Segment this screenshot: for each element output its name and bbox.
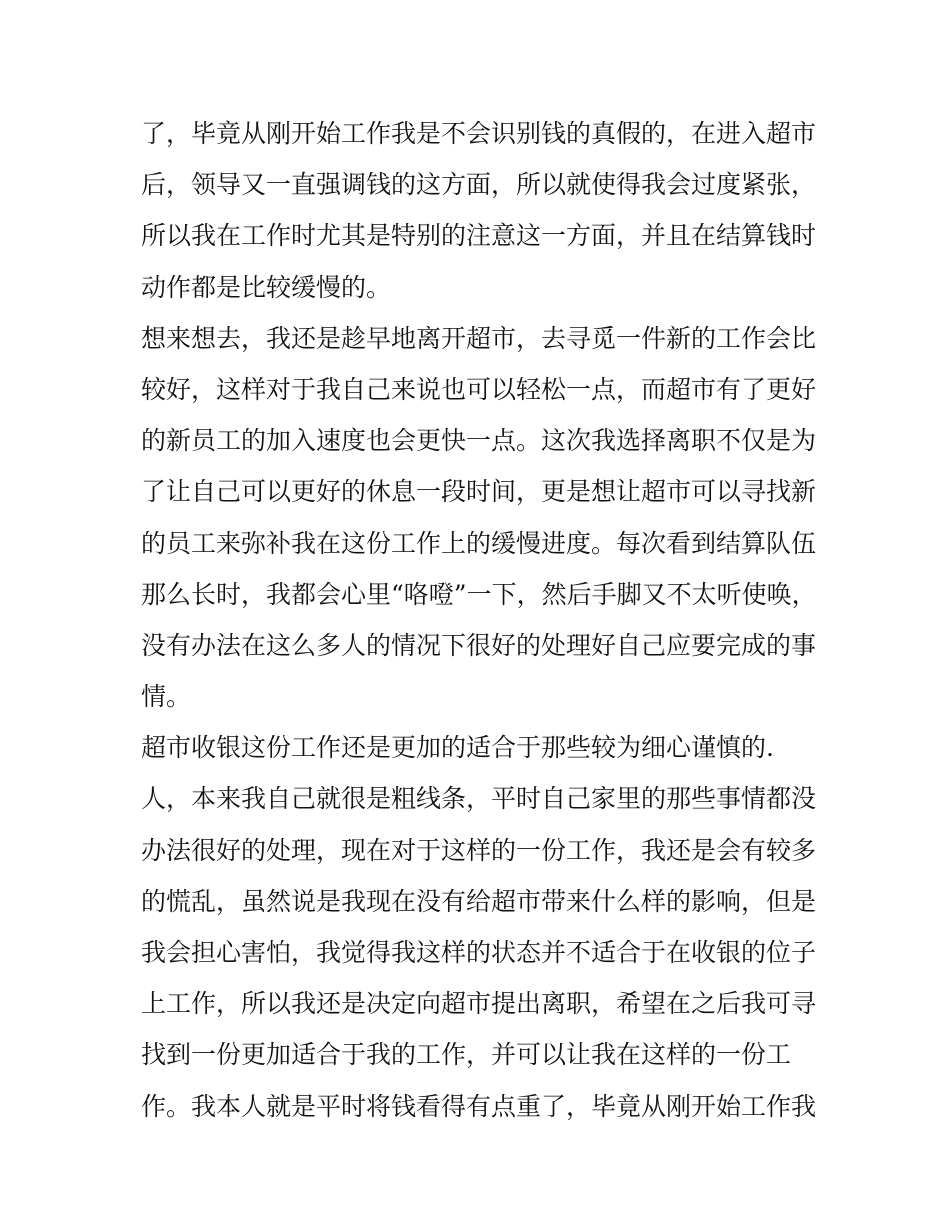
text-line-11: 没有办法在这么多人的情况下很好的处理好自己应要完成的事: [141, 630, 817, 660]
text-line-15: 办法很好的处理，现在对于这样的一份工作，我还是会有较多: [141, 835, 817, 865]
text-line-4: 动作都是比较缓慢的。: [141, 272, 392, 302]
body-text: [141, 108, 821, 1132]
text-line-7: 的新员工的加入速度也会更快一点。这次我选择离职不仅是为: [141, 426, 817, 456]
text-line-12: 情。: [141, 682, 192, 712]
text-line-9: 的员工来弥补我在这份工作上的缓慢进度。每次看到结算队伍: [141, 528, 817, 558]
text-line-2: 后，领导又一直强调钱的这方面，所以就使得我会过度紧张，: [141, 170, 817, 200]
text-line-19: 找到一份更加适合于我的工作，并可以让我在这样的一份工: [141, 1040, 792, 1070]
text-line-14: 人，本来我自己就很是粗线条，平时自己家里的那些事情都没: [141, 784, 817, 814]
text-line-5: 想来想去，我还是趁早地离开超市，去寻觅一件新的工作会比: [141, 323, 817, 353]
text-line-16: 的慌乱，虽然说是我现在没有给超市带来什么样的影响，但是: [141, 886, 817, 916]
text-line-1: 了，毕竟从刚开始工作我是不会识别钱的真假的，在进入超市: [141, 119, 817, 148]
text-line-6: 较好，这样对于我自己来说也可以轻松一点，而超市有了更好: [141, 374, 817, 404]
text-line-17: 我会担心害怕，我觉得我这样的状态并不适合于在收银的位子: [141, 938, 817, 967]
text-line-18: 上工作，所以我还是决定向超市提出离职，希望在之后我可寻: [141, 989, 817, 1019]
text-line-20: 作。我本人就是平时将钱看得有点重了，毕竟从刚开始工作我: [141, 1091, 817, 1121]
text-line-8: 了让自己可以更好的休息一段时间，更是想让超市可以寻找新: [141, 477, 817, 507]
text-line-3: 所以我在工作时尤其是特别的注意这一方面，并且在结算钱时: [141, 221, 817, 251]
text-line-13: 超市收银这份工作还是更加的适合于那些较为细心谨慎的.: [141, 733, 774, 763]
text-line-10: 那么长时，我都会心里“咯噔”一下，然后手脚又不太听使唤，: [141, 579, 817, 609]
